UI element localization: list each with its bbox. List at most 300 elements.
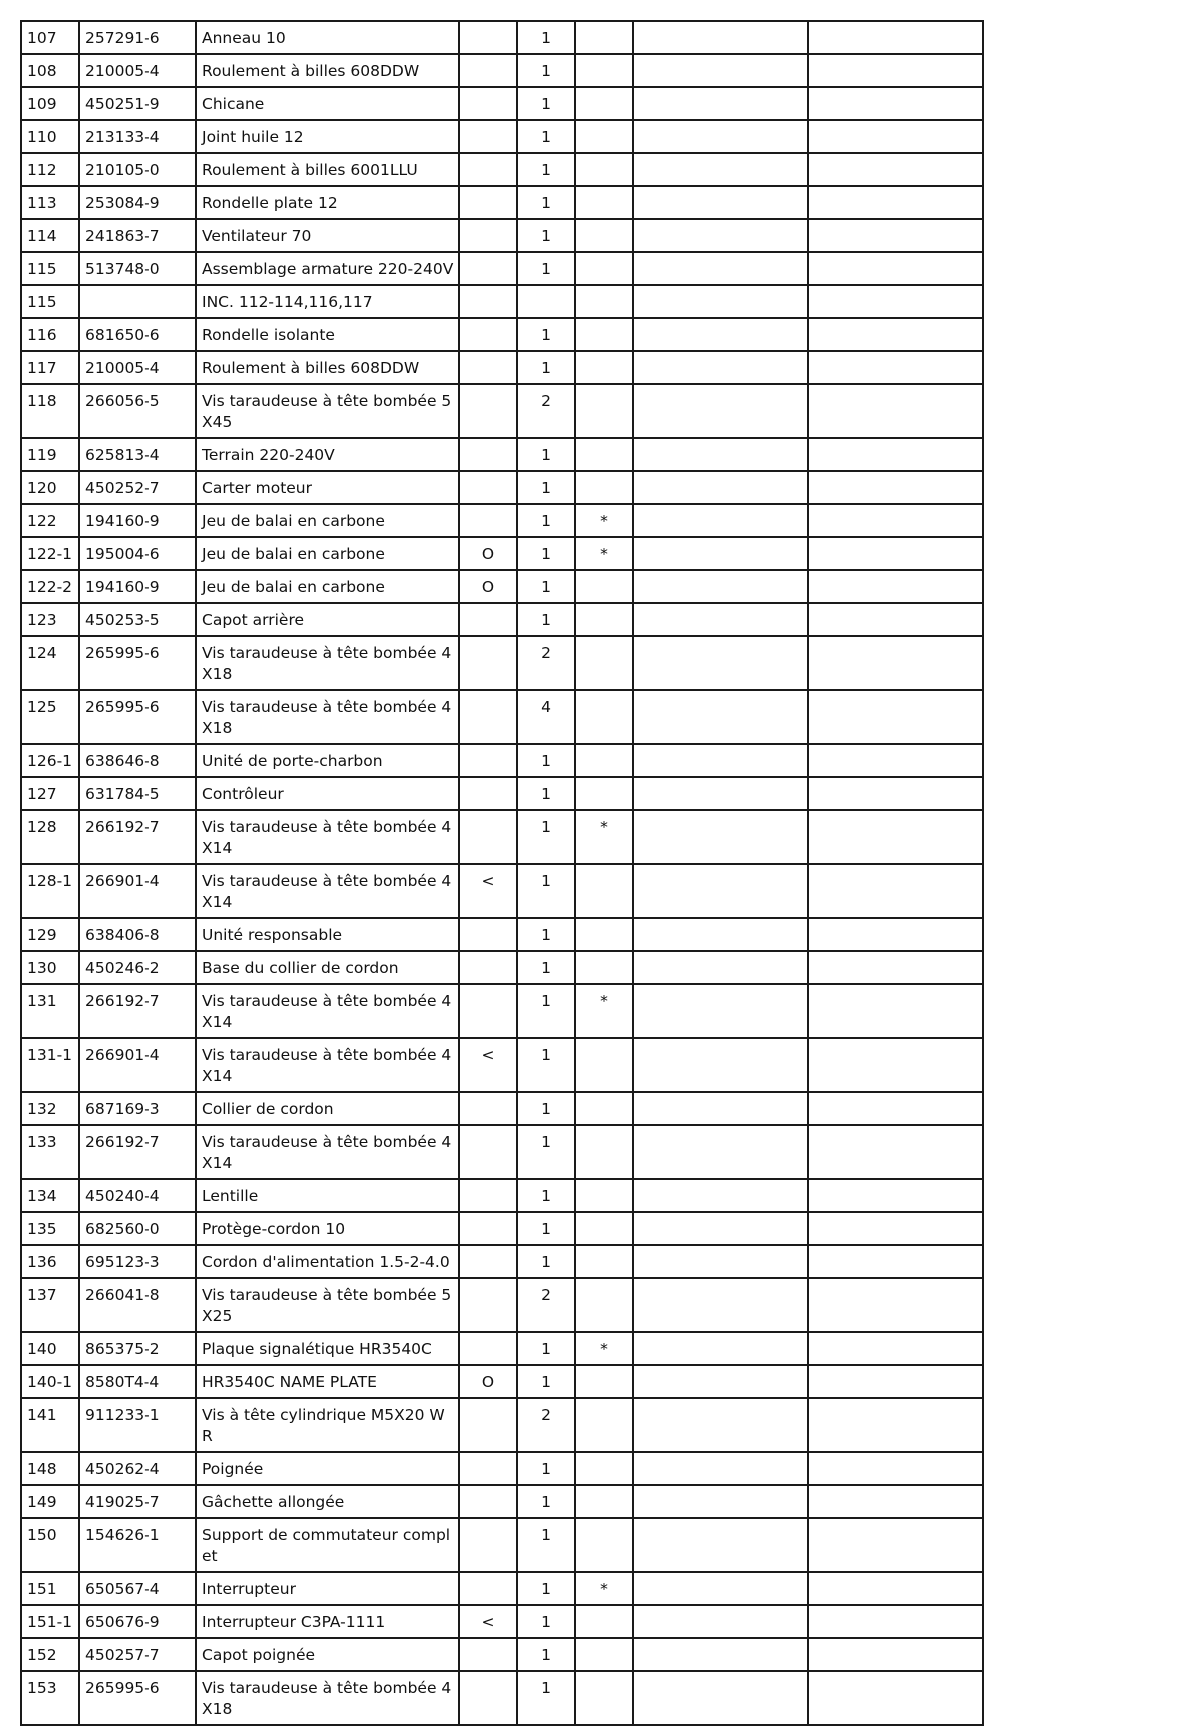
blank-cell: [808, 537, 983, 570]
flag-cell: [459, 438, 517, 471]
item-number-cell: 128: [21, 810, 79, 864]
description-cell: Unité de porte-charbon: [196, 744, 459, 777]
note-cell: [575, 1671, 633, 1725]
blank-cell: [633, 384, 808, 438]
description-cell: Capot poignée: [196, 1638, 459, 1671]
flag-cell: [459, 1452, 517, 1485]
item-number-cell: 116: [21, 318, 79, 351]
blank-cell: [808, 471, 983, 504]
part-number-cell: 253084-9: [79, 186, 196, 219]
blank-cell: [633, 864, 808, 918]
flag-cell: [459, 384, 517, 438]
note-cell: [575, 1278, 633, 1332]
blank-cell: [633, 1452, 808, 1485]
item-number-cell: 149: [21, 1485, 79, 1518]
item-number-cell: 109: [21, 87, 79, 120]
part-number-cell: 681650-6: [79, 318, 196, 351]
item-number-cell: 117: [21, 351, 79, 384]
note-cell: [575, 54, 633, 87]
part-number-cell: 8580T4-4: [79, 1365, 196, 1398]
blank-cell: [633, 120, 808, 153]
quantity-cell: 1: [517, 153, 575, 186]
note-cell: *: [575, 537, 633, 570]
item-number-cell: 153: [21, 1671, 79, 1725]
description-cell: Vis taraudeuse à tête bombée 4X18: [196, 690, 459, 744]
table-row: [21, 1605, 983, 1638]
blank-cell: [808, 810, 983, 864]
blank-cell: [808, 636, 983, 690]
note-cell: [575, 1092, 633, 1125]
description-cell: Collier de cordon: [196, 1092, 459, 1125]
item-number-cell: 108: [21, 54, 79, 87]
quantity-cell: 1: [517, 984, 575, 1038]
blank-cell: [808, 1278, 983, 1332]
quantity-cell: 4: [517, 690, 575, 744]
blank-cell: [808, 1038, 983, 1092]
part-number-cell: 650567-4: [79, 1572, 196, 1605]
quantity-cell: 1: [517, 1365, 575, 1398]
blank-cell: [633, 636, 808, 690]
blank-cell: [808, 153, 983, 186]
part-number-cell: 195004-6: [79, 537, 196, 570]
note-cell: [575, 318, 633, 351]
quantity-cell: 2: [517, 384, 575, 438]
blank-cell: [633, 438, 808, 471]
quantity-cell: 1: [517, 1605, 575, 1638]
description-cell: Chicane: [196, 87, 459, 120]
note-cell: [575, 603, 633, 636]
blank-cell: [808, 1572, 983, 1605]
table-row: [21, 219, 983, 252]
flag-cell: [459, 186, 517, 219]
flag-cell: [459, 351, 517, 384]
quantity-cell: 2: [517, 1398, 575, 1452]
note-cell: [575, 384, 633, 438]
blank-cell: [633, 810, 808, 864]
blank-cell: [633, 1605, 808, 1638]
item-number-cell: 140: [21, 1332, 79, 1365]
blank-cell: [633, 1038, 808, 1092]
part-number-cell: 266901-4: [79, 864, 196, 918]
blank-cell: [808, 1332, 983, 1365]
note-cell: [575, 1038, 633, 1092]
part-number-cell: 638646-8: [79, 744, 196, 777]
blank-cell: [808, 1638, 983, 1671]
description-cell: Vis taraudeuse à tête bombée 4X18: [196, 1671, 459, 1725]
description-cell: Rondelle isolante: [196, 318, 459, 351]
note-cell: [575, 252, 633, 285]
note-cell: *: [575, 810, 633, 864]
part-number-cell: 194160-9: [79, 570, 196, 603]
flag-cell: [459, 1398, 517, 1452]
description-cell: Roulement à billes 608DDW: [196, 351, 459, 384]
quantity-cell: 1: [517, 1485, 575, 1518]
description-cell: Rondelle plate 12: [196, 186, 459, 219]
item-number-cell: 133: [21, 1125, 79, 1179]
blank-cell: [808, 1125, 983, 1179]
flag-cell: [459, 1092, 517, 1125]
note-cell: *: [575, 1572, 633, 1605]
blank-cell: [633, 351, 808, 384]
table-row: [21, 603, 983, 636]
quantity-cell: 2: [517, 636, 575, 690]
table-row: [21, 1278, 983, 1332]
description-cell: Anneau 10: [196, 21, 459, 54]
table-row: [21, 1125, 983, 1179]
flag-cell: [459, 471, 517, 504]
note-cell: [575, 21, 633, 54]
table-row: [21, 777, 983, 810]
flag-cell: [459, 1125, 517, 1179]
item-number-cell: 122-2: [21, 570, 79, 603]
blank-cell: [808, 1179, 983, 1212]
flag-cell: [459, 951, 517, 984]
table-row: [21, 87, 983, 120]
description-cell: Roulement à billes 608DDW: [196, 54, 459, 87]
table-row: [21, 1179, 983, 1212]
table-row: [21, 864, 983, 918]
part-number-cell: 213133-4: [79, 120, 196, 153]
item-number-cell: 119: [21, 438, 79, 471]
blank-cell: [808, 951, 983, 984]
item-number-cell: 151: [21, 1572, 79, 1605]
blank-cell: [633, 1245, 808, 1278]
part-number-cell: 625813-4: [79, 438, 196, 471]
table-row: [21, 153, 983, 186]
blank-cell: [633, 504, 808, 537]
flag-cell: [459, 1671, 517, 1725]
description-cell: Vis taraudeuse à tête bombée 4X14: [196, 864, 459, 918]
blank-cell: [633, 285, 808, 318]
flag-cell: [459, 120, 517, 153]
flag-cell: [459, 1485, 517, 1518]
blank-cell: [633, 984, 808, 1038]
item-number-cell: 120: [21, 471, 79, 504]
blank-cell: [808, 1671, 983, 1725]
description-cell: Vis taraudeuse à tête bombée 4X14: [196, 984, 459, 1038]
flag-cell: [459, 504, 517, 537]
item-number-cell: 152: [21, 1638, 79, 1671]
blank-cell: [808, 744, 983, 777]
note-cell: [575, 1605, 633, 1638]
item-number-cell: 112: [21, 153, 79, 186]
blank-cell: [633, 690, 808, 744]
blank-cell: [808, 285, 983, 318]
flag-cell: [459, 318, 517, 351]
blank-cell: [808, 219, 983, 252]
flag-cell: [459, 1638, 517, 1671]
blank-cell: [808, 777, 983, 810]
quantity-cell: 1: [517, 603, 575, 636]
description-cell: Vis taraudeuse à tête bombée 4X14: [196, 810, 459, 864]
quantity-cell: 1: [517, 810, 575, 864]
table-row: [21, 438, 983, 471]
blank-cell: [808, 120, 983, 153]
table-row: [21, 1092, 983, 1125]
table-row: [21, 984, 983, 1038]
blank-cell: [808, 603, 983, 636]
flag-cell: O: [459, 1365, 517, 1398]
part-number-cell: 631784-5: [79, 777, 196, 810]
quantity-cell: 1: [517, 951, 575, 984]
blank-cell: [808, 54, 983, 87]
note-cell: [575, 918, 633, 951]
part-number-cell: 210005-4: [79, 351, 196, 384]
note-cell: [575, 864, 633, 918]
table-row: [21, 1518, 983, 1572]
note-cell: [575, 1518, 633, 1572]
item-number-cell: 137: [21, 1278, 79, 1332]
item-number-cell: 151-1: [21, 1605, 79, 1638]
part-number-cell: 638406-8: [79, 918, 196, 951]
blank-cell: [633, 951, 808, 984]
flag-cell: <: [459, 1605, 517, 1638]
description-cell: Interrupteur C3PA-1111: [196, 1605, 459, 1638]
quantity-cell: 1: [517, 1518, 575, 1572]
blank-cell: [633, 1365, 808, 1398]
table-row: [21, 1245, 983, 1278]
blank-cell: [633, 1485, 808, 1518]
quantity-cell: 1: [517, 537, 575, 570]
item-number-cell: 130: [21, 951, 79, 984]
description-cell: Vis taraudeuse à tête bombée 5X45: [196, 384, 459, 438]
blank-cell: [633, 87, 808, 120]
part-number-cell: 650676-9: [79, 1605, 196, 1638]
item-number-cell: 113: [21, 186, 79, 219]
blank-cell: [633, 1572, 808, 1605]
flag-cell: [459, 603, 517, 636]
item-number-cell: 114: [21, 219, 79, 252]
note-cell: *: [575, 504, 633, 537]
flag-cell: [459, 1518, 517, 1572]
blank-cell: [633, 1671, 808, 1725]
item-number-cell: 118: [21, 384, 79, 438]
flag-cell: [459, 777, 517, 810]
quantity-cell: 1: [517, 1125, 575, 1179]
note-cell: [575, 87, 633, 120]
item-number-cell: 148: [21, 1452, 79, 1485]
description-cell: Vis à tête cylindrique M5X20 WR: [196, 1398, 459, 1452]
description-cell: Terrain 220-240V: [196, 438, 459, 471]
quantity-cell: 1: [517, 1638, 575, 1671]
item-number-cell: 136: [21, 1245, 79, 1278]
quantity-cell: 1: [517, 777, 575, 810]
item-number-cell: 122-1: [21, 537, 79, 570]
blank-cell: [808, 864, 983, 918]
item-number-cell: 127: [21, 777, 79, 810]
description-cell: Unité responsable: [196, 918, 459, 951]
quantity-cell: 1: [517, 864, 575, 918]
part-number-cell: 450257-7: [79, 1638, 196, 1671]
note-cell: [575, 1212, 633, 1245]
description-cell: Ventilateur 70: [196, 219, 459, 252]
note-cell: *: [575, 984, 633, 1038]
blank-cell: [808, 918, 983, 951]
quantity-cell: 1: [517, 438, 575, 471]
table-row: [21, 1332, 983, 1365]
flag-cell: O: [459, 537, 517, 570]
table-row: [21, 1038, 983, 1092]
note-cell: [575, 1125, 633, 1179]
blank-cell: [633, 1212, 808, 1245]
description-cell: Support de commutateur complet: [196, 1518, 459, 1572]
blank-cell: [633, 744, 808, 777]
description-cell: Cordon d'alimentation 1.5-2-4.0: [196, 1245, 459, 1278]
quantity-cell: 1: [517, 570, 575, 603]
flag-cell: [459, 744, 517, 777]
blank-cell: [633, 471, 808, 504]
item-number-cell: 115: [21, 285, 79, 318]
note-cell: [575, 1485, 633, 1518]
blank-cell: [808, 186, 983, 219]
description-cell: Jeu de balai en carbone: [196, 537, 459, 570]
flag-cell: [459, 690, 517, 744]
item-number-cell: 115: [21, 252, 79, 285]
blank-cell: [633, 54, 808, 87]
table-row: [21, 1485, 983, 1518]
item-number-cell: 125: [21, 690, 79, 744]
description-cell: Joint huile 12: [196, 120, 459, 153]
part-number-cell: 450253-5: [79, 603, 196, 636]
part-number-cell: 210105-0: [79, 153, 196, 186]
item-number-cell: 124: [21, 636, 79, 690]
note-cell: [575, 471, 633, 504]
part-number-cell: 419025-7: [79, 1485, 196, 1518]
quantity-cell: 1: [517, 1212, 575, 1245]
note-cell: [575, 777, 633, 810]
flag-cell: <: [459, 1038, 517, 1092]
part-number-cell: [79, 285, 196, 318]
part-number-cell: 266192-7: [79, 984, 196, 1038]
table-row: [21, 471, 983, 504]
blank-cell: [808, 690, 983, 744]
blank-cell: [808, 570, 983, 603]
blank-cell: [633, 318, 808, 351]
table-row: [21, 384, 983, 438]
table-row: [21, 1398, 983, 1452]
table-row: [21, 1671, 983, 1725]
quantity-cell: 1: [517, 1572, 575, 1605]
table-row: [21, 636, 983, 690]
quantity-cell: 1: [517, 351, 575, 384]
description-cell: Interrupteur: [196, 1572, 459, 1605]
table-row: [21, 252, 983, 285]
table-row: [21, 1212, 983, 1245]
quantity-cell: 1: [517, 1179, 575, 1212]
note-cell: [575, 285, 633, 318]
quantity-cell: 1: [517, 744, 575, 777]
description-cell: Jeu de balai en carbone: [196, 504, 459, 537]
quantity-cell: 1: [517, 219, 575, 252]
quantity-cell: 1: [517, 1332, 575, 1365]
blank-cell: [808, 984, 983, 1038]
item-number-cell: 126-1: [21, 744, 79, 777]
item-number-cell: 122: [21, 504, 79, 537]
flag-cell: [459, 1212, 517, 1245]
item-number-cell: 123: [21, 603, 79, 636]
quantity-cell: 2: [517, 1278, 575, 1332]
flag-cell: [459, 54, 517, 87]
item-number-cell: 131-1: [21, 1038, 79, 1092]
blank-cell: [633, 186, 808, 219]
item-number-cell: 150: [21, 1518, 79, 1572]
quantity-cell: 1: [517, 318, 575, 351]
table-row: [21, 918, 983, 951]
flag-cell: [459, 219, 517, 252]
flag-cell: [459, 918, 517, 951]
part-number-cell: 450240-4: [79, 1179, 196, 1212]
blank-cell: [633, 1518, 808, 1572]
blank-cell: [808, 1245, 983, 1278]
blank-cell: [808, 1605, 983, 1638]
blank-cell: [633, 603, 808, 636]
description-cell: Plaque signalétique HR3540C: [196, 1332, 459, 1365]
item-number-cell: 132: [21, 1092, 79, 1125]
quantity-cell: 1: [517, 87, 575, 120]
blank-cell: [808, 504, 983, 537]
quantity-cell: 1: [517, 471, 575, 504]
description-cell: Roulement à billes 6001LLU: [196, 153, 459, 186]
note-cell: [575, 153, 633, 186]
table-row: [21, 744, 983, 777]
table-row: [21, 285, 983, 318]
part-number-cell: 450262-4: [79, 1452, 196, 1485]
blank-cell: [633, 537, 808, 570]
blank-cell: [808, 21, 983, 54]
note-cell: [575, 186, 633, 219]
item-number-cell: 129: [21, 918, 79, 951]
table-row: [21, 537, 983, 570]
item-number-cell: 107: [21, 21, 79, 54]
flag-cell: [459, 1278, 517, 1332]
blank-cell: [808, 252, 983, 285]
blank-cell: [633, 219, 808, 252]
table-row: [21, 21, 983, 54]
item-number-cell: 131: [21, 984, 79, 1038]
quantity-cell: 1: [517, 918, 575, 951]
blank-cell: [808, 438, 983, 471]
description-cell: Gâchette allongée: [196, 1485, 459, 1518]
flag-cell: [459, 810, 517, 864]
note-cell: [575, 120, 633, 153]
blank-cell: [633, 252, 808, 285]
note-cell: [575, 744, 633, 777]
table-row: [21, 810, 983, 864]
flag-cell: <: [459, 864, 517, 918]
part-number-cell: 265995-6: [79, 636, 196, 690]
blank-cell: [633, 1092, 808, 1125]
note-cell: [575, 636, 633, 690]
note-cell: [575, 1398, 633, 1452]
note-cell: [575, 690, 633, 744]
blank-cell: [633, 1332, 808, 1365]
part-number-cell: 241863-7: [79, 219, 196, 252]
quantity-cell: 1: [517, 1671, 575, 1725]
description-cell: Vis taraudeuse à tête bombée 5X25: [196, 1278, 459, 1332]
note-cell: [575, 951, 633, 984]
quantity-cell: [517, 285, 575, 318]
table-row: [21, 951, 983, 984]
quantity-cell: 1: [517, 54, 575, 87]
description-cell: Base du collier de cordon: [196, 951, 459, 984]
item-number-cell: 128-1: [21, 864, 79, 918]
blank-cell: [633, 153, 808, 186]
description-cell: INC. 112-114,116,117: [196, 285, 459, 318]
blank-cell: [633, 1125, 808, 1179]
part-number-cell: 266041-8: [79, 1278, 196, 1332]
flag-cell: [459, 1245, 517, 1278]
quantity-cell: 1: [517, 504, 575, 537]
